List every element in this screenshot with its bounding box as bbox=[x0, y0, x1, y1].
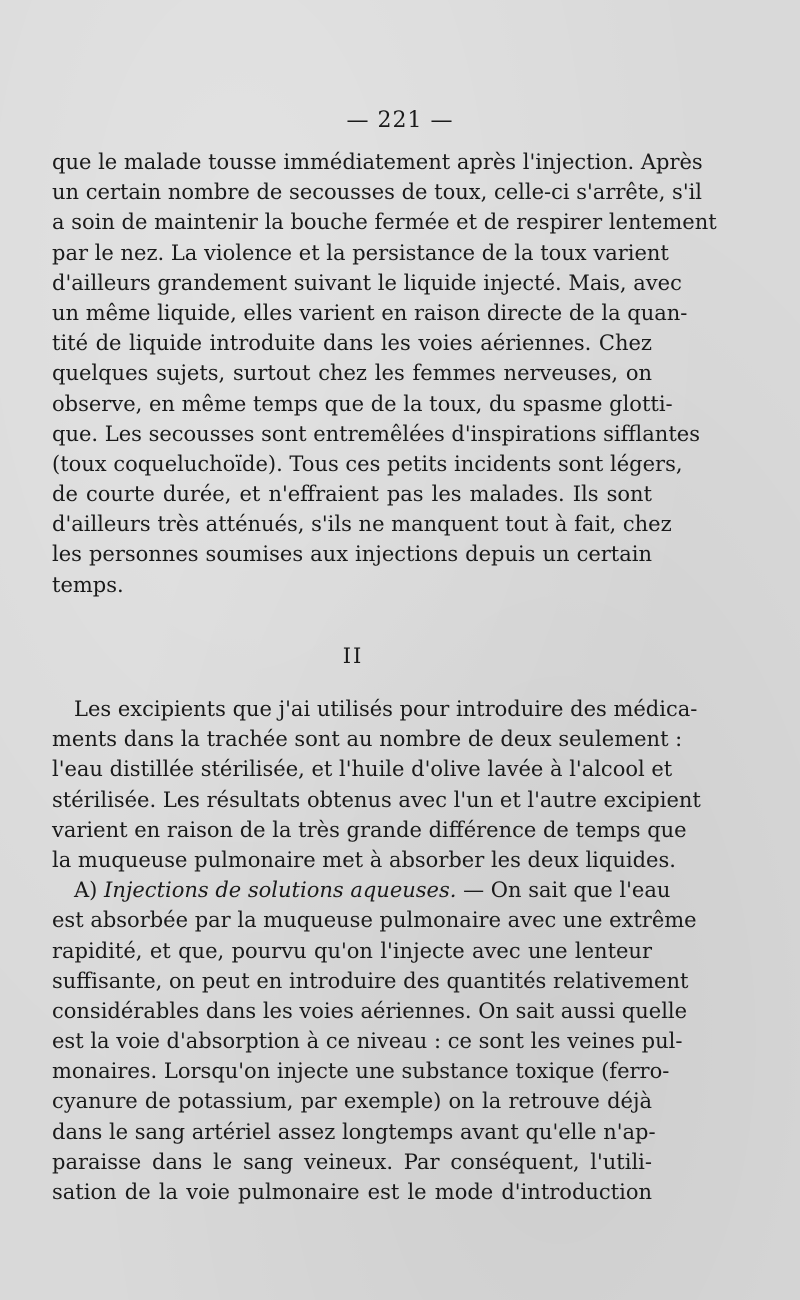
text-line: est la voie d'absorption à ce niveau : ce sont les veines pul- bbox=[52, 1029, 683, 1054]
text-line: suffisante, on peut en introduire des quantités relativement bbox=[52, 968, 689, 993]
subsection-label: A) bbox=[74, 878, 105, 903]
text-line: cyanure de potassium, par exemple) on la retrouve déjà bbox=[52, 1089, 652, 1114]
text-line: temps. bbox=[52, 572, 124, 597]
text-line: d'ailleurs très atténués, s'ils ne manquent tout à fait, chez bbox=[52, 512, 672, 537]
text-line: un même liquide, elles varient en raison directe de la quan- bbox=[52, 300, 688, 325]
text-line: monaires. Lorsqu'on injecte une substance toxique (ferro- bbox=[52, 1059, 670, 1084]
text-line: sation de la voie pulmonaire est le mode d'introduction bbox=[52, 1180, 652, 1204]
text-line: un certain nombre de secousses de toux, celle-ci s'arrête, s'il bbox=[52, 180, 703, 205]
text-line: d'ailleurs grandement suivant le liquide injecté. Mais, avec bbox=[52, 270, 682, 295]
text-line: que le malade tousse immédiatement après l'injection. Après bbox=[52, 150, 703, 174]
text-line: les personnes soumises aux injections depuis un certain bbox=[52, 542, 652, 567]
text-line: l'eau distillée stérilisée, et l'huile d'olive lavée à l'alcool et bbox=[52, 757, 673, 782]
text-line: observe, en même temps que de la toux, du spasme glotti- bbox=[52, 391, 673, 416]
text-line: a soin de maintenir la bouche fermée et de respirer lentement bbox=[52, 210, 717, 235]
text-line: la muqueuse pulmonaire met à absorber les deux liquides. bbox=[52, 847, 676, 872]
text-line-content: Les excipients que j'ai utilisés pour introduire des médica- bbox=[74, 697, 698, 721]
text-line: quelques sujets, surtout chez les femmes nerveuses, on bbox=[52, 361, 652, 386]
subsection-heading-line bbox=[52, 875, 671, 905]
text-line: ments dans la trachée sont au nombre de deux seulement : bbox=[52, 727, 683, 752]
text-line: de courte durée, et n'effraient pas les malades. Ils sont bbox=[52, 482, 652, 507]
text-line: considérables dans les voies aériennes. On sait aussi quelle bbox=[52, 998, 688, 1023]
text-line: paraisse dans le sang veineux. Par conséquent, l'utili- bbox=[52, 1149, 652, 1174]
text-line: rapidité, et que, pourvu qu'on l'injecte avec une lenteur bbox=[52, 938, 652, 963]
paragraph-excipients bbox=[52, 694, 701, 1207]
text-line bbox=[52, 694, 698, 724]
section-heading-number: II bbox=[342, 644, 364, 668]
text-line: tité de liquide introduite dans les voies aériennes. Chez bbox=[52, 331, 652, 356]
text-line: stérilisée. Les résultats obtenus avec l'un et l'autre excipient bbox=[52, 787, 701, 812]
text-line: que. Les secousses sont entremêlées d'inspirations sifflantes bbox=[52, 421, 700, 446]
paragraph-cough-description bbox=[52, 147, 717, 600]
text-line: varient en raison de la très grande différence de temps que bbox=[52, 817, 687, 842]
text-line: dans le sang artériel assez longtemps avant qu'elle n'ap- bbox=[52, 1119, 656, 1144]
text-line: par le nez. La violence et la persistance de la toux varient bbox=[52, 240, 669, 265]
text-line: est absorbée par la muqueuse pulmonaire avec une extrême bbox=[52, 908, 697, 933]
subsection-title: Injections de solutions aqueuses. bbox=[104, 878, 457, 903]
page-number: — 221 — bbox=[346, 108, 454, 133]
text-line: (toux coqueluchoïde). Tous ces petits incidents sont légers, bbox=[52, 451, 683, 476]
text-line-content: — On sait que l'eau bbox=[456, 878, 671, 903]
